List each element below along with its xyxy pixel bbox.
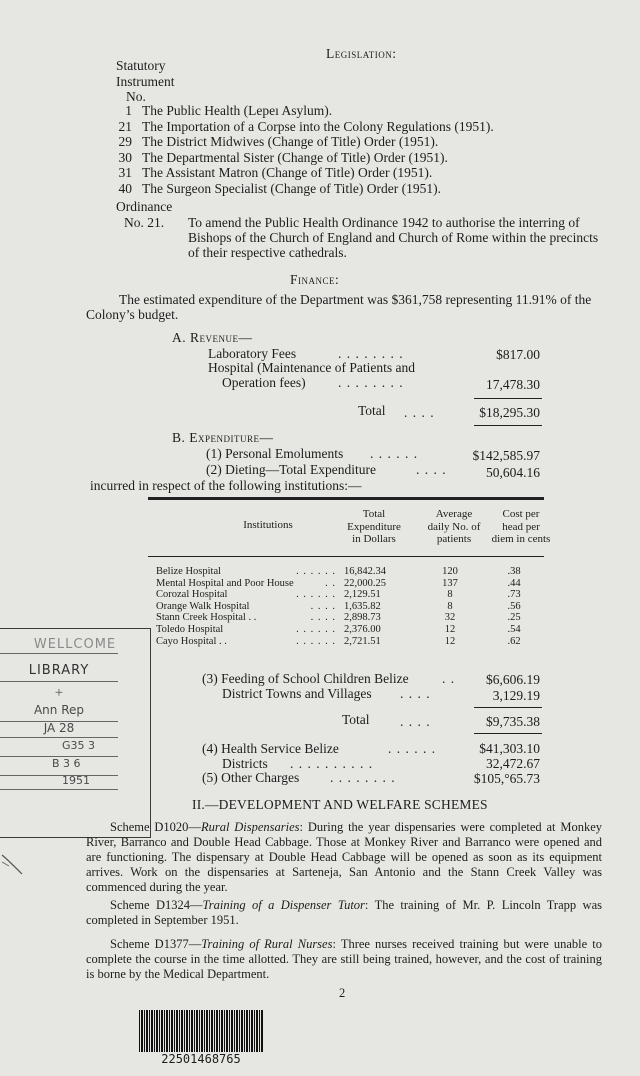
exp-more-label: District Towns and Villages <box>222 686 372 701</box>
exp-more-label: Districts <box>222 756 268 771</box>
statutory-label-line: No. <box>126 89 146 104</box>
revenue-item-dots: . . . . . . . . <box>338 346 404 361</box>
stamp-divider <box>0 653 118 654</box>
scheme-code: D1324 <box>155 898 190 912</box>
stamp-library: LIBRARY <box>28 663 90 678</box>
development-heading: II.—DEVELOPMENT AND WELFARE SCHEMES <box>192 797 488 812</box>
revenue-item-label: Hospital (Maintenance of Patients and <box>208 360 415 375</box>
row-cost: .62 <box>507 635 521 647</box>
finance-intro <box>86 292 617 322</box>
ordinance-line: Bishops of the Church of England and Church of Rome within the precincts <box>188 230 599 245</box>
incurred-text: incurred in respect of the following institutions:— <box>90 478 362 493</box>
revenue-item-label: Operation fees) <box>222 375 306 390</box>
row-dots: . . . . . . <box>296 566 336 577</box>
statutory-item <box>108 103 494 119</box>
header-line: head per <box>502 520 540 533</box>
header-line: daily No. of <box>427 520 481 533</box>
statutory-item-text: The District Midwives (Change of Title) Order (1951). <box>142 134 439 149</box>
expenditure-heading: B. Expenditure— <box>172 430 274 445</box>
expenditure-item-dots: . . . . <box>416 462 447 477</box>
statutory-item <box>108 165 494 181</box>
row-expenditure: 2,376.00 <box>344 623 381 635</box>
header-line: patients <box>436 533 472 545</box>
exp-more-dots: . . . . . . . . <box>330 770 396 785</box>
revenue-item-amount: $817.00 <box>496 347 540 362</box>
col-header-institutions: Institutions <box>243 519 293 531</box>
statutory-item-text: The Departmental Sister (Change of Title) Order (1951). <box>142 149 448 165</box>
row-name: Orange Walk Hospital <box>156 600 250 612</box>
row-cost: .56 <box>507 600 521 612</box>
scheme-text: The training of Mr. P. Lincoln Trapp was completed in September 1951. <box>86 898 602 927</box>
stamp-hand-note: 1951 <box>62 774 90 787</box>
scheme-code: D1377 <box>154 937 189 951</box>
expenditure-item-label: (1) Personal Emoluments <box>206 446 344 461</box>
exp-more-amount: $41,303.10 <box>479 741 540 756</box>
library-stamp <box>0 628 151 838</box>
scheme-text: Three nurses received training but were unable to complete the course in the time allotted. They are still being trained, however, and the cost of training is borne by the Medical Department. <box>86 937 603 981</box>
ordinance-text <box>188 215 598 260</box>
row-patients: 12 <box>444 635 456 647</box>
exp-more-dots: . . . . . . . . . . <box>290 756 374 771</box>
statutory-label <box>116 58 175 105</box>
row-dots: . . . . . . <box>296 623 336 635</box>
row-expenditure: 2,721.51 <box>344 635 381 647</box>
stamp-subject: Ann Rep <box>33 703 85 717</box>
table-header-rule <box>148 556 544 557</box>
scheme-paragraph: Scheme D1377—Training of Rural Nurses: Three nurses received training but were unable to complete the course in the time allotted. They are still being trained, however, and the cost of training is borne by the Medical Department. <box>86 937 603 981</box>
stamp-hand-note: G35 3 <box>62 739 96 752</box>
exp-more-dots: . . <box>442 671 456 686</box>
row-cost: .54 <box>507 623 521 635</box>
exp-more-label: (3) Feeding of School Children Belize <box>202 671 409 686</box>
ordinance-line: To amend the Public Health Ordinance 1942 to authorise the interring of <box>188 215 580 230</box>
finance-intro-line: Colony’s budget. <box>86 307 179 322</box>
ordinance-no: No. 21. <box>124 215 165 230</box>
exp-more-amount: 3,129.19 <box>492 688 540 703</box>
revenue-total-dots: . . . . <box>404 405 435 420</box>
table-patients-col <box>430 566 470 647</box>
statutory-item <box>108 119 494 135</box>
revenue-subtotal-rule <box>474 398 542 399</box>
stamp-plus: + <box>54 685 64 701</box>
header-line: in Dollars <box>352 533 396 545</box>
revenue-total-amount: $18,295.30 <box>479 405 540 420</box>
scheme-title: Rural Dispensaries <box>200 820 300 834</box>
row-patients: 120 <box>442 566 458 577</box>
revenue-item-amount: 17,478.30 <box>486 377 540 392</box>
row-patients: 137 <box>442 577 458 589</box>
stamp-hand-note: B 3 6 <box>52 757 81 770</box>
row-patients: 32 <box>444 612 456 624</box>
stamp-divider <box>0 737 118 738</box>
legislation-heading: Legislation: <box>326 46 397 61</box>
header-line: Average <box>435 508 473 520</box>
scheme-title: Training of a Dispenser Tutor <box>202 898 365 912</box>
row-cost: .44 <box>507 577 521 589</box>
scheme-paragraph: Scheme D1020—Rural Dispensaries: During the year dispensaries were completed at Monkey River, Barranco and Double Head Cabbage. Those at Monkey River and Barranco were opened and are functioning. The dispensary at Double Head Cabbage will be opened as soon as its equipment arrives. Work on the dispensaries at Sarteneja, San Antonio and the Stann Creek Valley was commenced during the year. <box>86 820 602 894</box>
statutory-item <box>108 181 494 197</box>
table-expenditure-col <box>344 566 386 647</box>
exp-more-label: (5) Other Charges <box>202 770 300 785</box>
statutory-item-no: 30 <box>118 149 132 165</box>
statutory-item-no: 40 <box>118 180 132 196</box>
statutory-item-text: The Surgeon Specialist (Change of Title) Order (1951). <box>142 180 441 196</box>
row-name: Corozal Hospital <box>156 589 228 601</box>
row-name: Cayo Hospital . . <box>156 635 227 647</box>
expenditure-item-amount: 50,604.16 <box>486 465 540 480</box>
scheme-paragraph: Scheme D1324—Training of a Dispenser Tutor: The training of Mr. P. Lincoln Trapp was completed in September 1951. <box>86 898 602 927</box>
exp-more-label: (4) Health Service Belize <box>202 741 339 756</box>
stamp-hand-note: JA 28 <box>43 721 75 735</box>
revenue-total-rule <box>474 425 542 426</box>
row-patients: 12 <box>444 623 456 635</box>
row-name: Mental Hospital and Poor House <box>156 577 294 589</box>
stamp-divider <box>0 681 118 682</box>
row-dots: . . . . . . <box>296 589 336 601</box>
feeding-subtotal-rule <box>474 707 542 708</box>
stamp-divider <box>0 789 118 790</box>
finance-intro-line: The estimated expenditure of the Department was $361,758 representing 11.91% of the <box>119 292 592 307</box>
expenditure-item-label: (2) Dieting—Total Expenditure <box>206 462 377 477</box>
exp-more-dots: . . . . <box>400 686 431 701</box>
barcode-number: 22501468765 <box>161 1052 241 1066</box>
row-expenditure: 2,898.73 <box>344 612 381 624</box>
statutory-label-line: Instrument <box>116 73 175 89</box>
row-dots: . . . . . . <box>296 635 336 647</box>
row-dots: . . . . <box>310 600 336 612</box>
exp-more-dots: . . . . <box>400 714 431 729</box>
table-cost-col <box>492 566 536 647</box>
header-line: Total <box>362 508 386 520</box>
page-number: 2 <box>339 986 346 1000</box>
barcode-icon <box>139 1010 263 1052</box>
statutory-item-text: The Assistant Matron (Change of Title) Order (1951). <box>142 165 433 180</box>
scheme-text: During the year dispensaries were completed at Monkey River, Barranco and Double Head Cabbage. Those at Monkey River and Barranco were opened and are functioning. The dispensary at Double Head Cabbage will be opened as soon as its equipment arrives. Work on the dispensaries at Sarteneja, San Antonio and the Stann Creek Valley was commenced during the year. <box>86 820 602 894</box>
revenue-item-label: Laboratory Fees <box>208 346 297 361</box>
header-line: Expenditure <box>347 520 401 533</box>
exp-more-amount: $9,735.38 <box>486 714 540 729</box>
statutory-item-no: 1 <box>125 103 132 118</box>
scan-mark <box>0 852 24 878</box>
col-header-cost <box>478 508 564 546</box>
table-top-rule <box>148 497 544 500</box>
expenditure-item-amount: $142,585.97 <box>472 448 540 463</box>
feeding-total-rule <box>474 733 542 734</box>
row-expenditure: 2,129.51 <box>344 589 381 601</box>
scheme-title: Training of Rural Nurses <box>201 937 333 951</box>
stamp-wellcome: WELLCOME <box>33 637 117 652</box>
statutory-label-line: Statutory <box>116 58 166 73</box>
row-patients: 8 <box>447 600 453 612</box>
header-line: Cost per <box>502 508 540 520</box>
exp-more-amount: 32,472.67 <box>486 756 540 771</box>
ordinance-label: Ordinance <box>116 199 173 214</box>
table-dots-col <box>236 566 336 647</box>
ordinance-line: of their respective cathedrals. <box>188 245 347 260</box>
statutory-item-no: 29 <box>118 134 132 149</box>
revenue-item-dots: . . . . . . . . <box>338 375 404 390</box>
statutory-item-text: The Importation of a Corpse into the Colony Regulations (1951). <box>142 118 494 134</box>
row-cost: .25 <box>507 612 521 624</box>
stamp-divider <box>0 775 118 776</box>
row-cost: .38 <box>507 566 521 577</box>
exp-more-amount: $6,606.19 <box>486 672 540 687</box>
row-name: Belize Hospital <box>156 566 222 577</box>
header-line: diem in cents <box>491 533 551 545</box>
revenue-total-label: Total <box>358 403 386 418</box>
row-patients: 8 <box>447 589 453 601</box>
col-header-expenditure <box>330 508 418 546</box>
statutory-item <box>108 150 494 166</box>
statutory-item-no: 21 <box>118 118 132 134</box>
row-dots: . . <box>325 577 336 589</box>
statutory-list <box>108 103 494 196</box>
row-dots: . . . . <box>310 612 336 624</box>
exp-more-dots: . . . . . . <box>388 741 437 756</box>
revenue-heading: A. Revenue— <box>172 330 253 345</box>
statutory-item-text: The Public Health (Lepeı Asylum). <box>142 103 333 118</box>
scheme-code: D1020 <box>154 820 189 834</box>
row-name: Stann Creek Hospital . . <box>156 612 257 624</box>
statutory-item-no: 31 <box>118 165 132 180</box>
row-expenditure: 1,635.82 <box>344 600 381 612</box>
exp-more-amount: $105,°65.73 <box>473 771 540 786</box>
row-expenditure: 22,000.25 <box>344 577 386 589</box>
expenditure-item-dots: . . . . . . <box>370 446 419 461</box>
statutory-item <box>108 134 494 150</box>
finance-heading: Finance: <box>290 272 340 287</box>
row-name: Toledo Hospital <box>156 623 224 635</box>
exp-more-label: Total <box>342 712 370 727</box>
row-cost: .73 <box>507 589 521 601</box>
row-expenditure: 16,842.34 <box>344 566 386 577</box>
